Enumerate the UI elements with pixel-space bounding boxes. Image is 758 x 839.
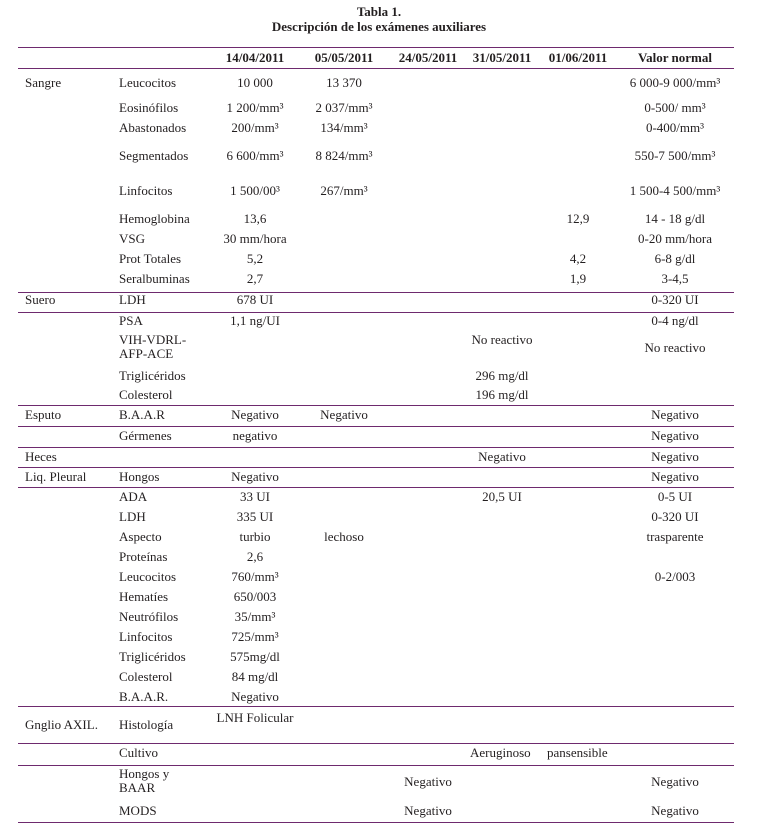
group-label: Heces [25,449,57,464]
result-cell: 650/003 [233,589,277,604]
result-cell: 1 500/00³ [230,183,280,198]
rule-hongos [18,487,734,488]
test-name: Seralbuminas [119,271,190,286]
result-cell: No reactivo [471,332,533,347]
result-cell: 12,9 [566,211,590,226]
test-name: Neutrófilos [119,609,179,624]
rule-esputo-2 [18,447,734,448]
normal-value: 0-500/ mm³ [644,100,706,115]
test-name: Cultivo [119,745,159,760]
test-name: Colesterol [119,669,173,684]
test-name: Colesterol [119,387,173,402]
result-cell: Negativo [320,407,368,422]
test-name: Eosinófilos [119,100,179,115]
result-cell: Negativo [478,449,526,464]
test-name: Gérmenes [119,428,172,443]
test-name: Hongos y BAAR [119,766,170,795]
result-cell: 196 mg/dl [475,387,529,402]
result-cell: lechoso [324,529,364,544]
test-name: LDH [119,509,146,524]
rule-top [18,47,734,48]
test-name: PSA [119,313,143,328]
result-cell: 725/mm³ [231,629,279,644]
normal-value: 0-5 UI [657,489,693,504]
result-cell: 335 UI [236,509,274,524]
result-cell: 6 600/mm³ [226,148,284,163]
test-name: ADA [119,489,148,504]
result-cell: turbio [239,529,271,544]
test-name: Aspecto [119,529,162,544]
result-cell: Negativo [404,774,452,789]
rule-bottom [18,822,734,823]
result-cell: Aeruginoso [470,745,531,760]
group-label: Sangre [25,75,62,90]
result-cell: 2,6 [246,549,264,564]
result-cell: 35/mm³ [234,609,276,624]
table-subtitle: Descripción de los exámenes auxiliares [271,19,487,34]
normal-value: 550-7 500/mm³ [634,148,716,163]
result-cell: 575mg/dl [230,649,280,664]
result-cell: 30 mm/hora [223,231,287,246]
result-cell: 33 UI [240,489,270,504]
rule-pleural [18,706,734,707]
test-name: Hematíes [119,589,169,604]
result-cell: 13,6 [243,211,267,226]
result-cell: 13 370 [326,75,362,90]
normal-value: 0-400/mm³ [645,120,705,135]
rule-histologia [18,743,734,744]
test-name: MODS [119,803,157,818]
result-cell: 5,2 [246,251,264,266]
normal-value: 6 000-9 000/mm³ [629,75,721,90]
header-date-5: 01/06/2011 [548,50,608,65]
group-label: Suero [25,292,56,307]
result-cell: 200/mm³ [231,120,279,135]
normal-value: Negativo [651,428,699,443]
result-cell: 296 mg/dl [475,368,529,383]
test-name: Hongos [119,469,160,484]
result-cell: Negativo [231,689,279,704]
normal-value: Negativo [651,803,699,818]
rule-heces [18,467,734,468]
normal-value: 6-8 g/dl [654,251,696,266]
table-title: Tabla 1. [356,4,402,19]
result-cell: 678 UI [236,292,274,307]
result-cell: 1 200/mm³ [226,100,284,115]
normal-value: Negativo [651,774,699,789]
header-date-2: 05/05/2011 [314,50,374,65]
test-name: Leucocitos [119,569,177,584]
test-name: Abastonados [119,120,187,135]
normal-value: Negativo [651,407,699,422]
test-name: Prot Totales [119,251,182,266]
test-name: VSG [119,231,146,246]
result-cell: 134/mm³ [320,120,368,135]
normal-value: 0-20 mm/hora [637,231,712,246]
test-name: LDH [119,292,146,307]
result-cell: 1,1 ng/UI [230,313,280,328]
normal-value: 0-320 UI [651,509,699,524]
result-cell: 20,5 UI [482,489,522,504]
result-cell: 8 824/mm³ [315,148,373,163]
result-cell: 2,7 [246,271,264,286]
test-name: Linfocitos [119,183,173,198]
normal-value: 0-2/003 [654,569,696,584]
test-name: Triglicéridos [119,368,186,383]
group-label: Liq. Pleural [25,469,87,484]
test-name: Triglicéridos [119,649,186,664]
normal-value: 0-4 ng/dl [651,313,699,328]
normal-value: 3-4,5 [661,271,689,286]
header-date-4: 31/05/2011 [472,50,532,65]
result-cell: Negativo [231,469,279,484]
normal-value: No reactivo [644,340,706,355]
header-normal: Valor normal [637,50,713,65]
group-label: Gnglio AXIL. [25,717,98,732]
result-cell: 4,2 [569,251,587,266]
normal-value: 1 500-4 500/mm³ [629,183,721,198]
rule-header [18,68,734,69]
normal-value: Negativo [651,469,699,484]
rule-suero [18,405,734,406]
test-name: Segmentados [119,148,189,163]
result-cell: negativo [232,428,278,443]
result-cell: Negativo [231,407,279,422]
result-cell: 1,9 [569,271,587,286]
normal-value: trasparente [646,529,704,544]
header-date-1: 14/04/2011 [225,50,285,65]
normal-value: 14 - 18 g/dl [644,211,706,226]
result-cell: 267/mm³ [320,183,368,198]
result-cell: 760/mm³ [231,569,279,584]
normal-value: Negativo [651,449,699,464]
test-name: Linfocitos [119,629,173,644]
test-name: Hemoglobina [119,211,190,226]
group-label: Esputo [25,407,62,422]
test-name: VIH-VDRL-AFP-ACE [119,332,187,361]
result-cell: Negativo [404,803,452,818]
result-cell: LNH Folicular [216,710,294,725]
result-cell: 10 000 [237,75,273,90]
test-name: Leucocitos [119,75,177,90]
normal-value: 0-320 UI [651,292,699,307]
test-name: B.A.A.R. [119,689,169,704]
result-cell: pansensible [547,745,608,760]
header-date-3: 24/05/2011 [398,50,458,65]
test-name: Proteínas [119,549,168,564]
rule-esputo-1 [18,426,734,427]
result-cell: 2 037/mm³ [315,100,373,115]
result-cell: 84 mg/dl [231,669,279,684]
test-name: Histología [119,717,174,732]
test-name: B.A.A.R [119,407,165,422]
